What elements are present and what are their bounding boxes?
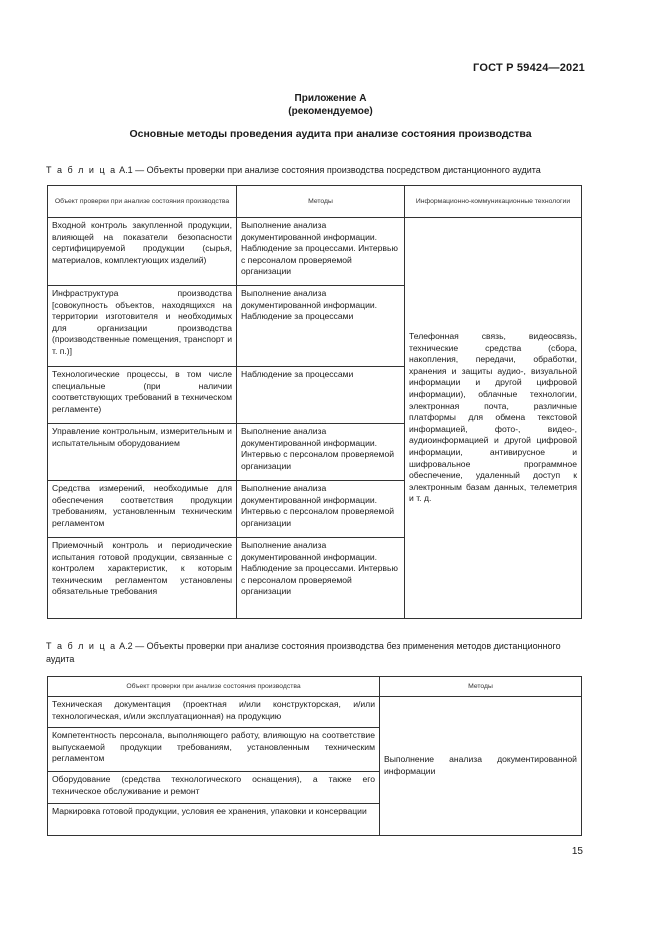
table2-object-cell: Оборудование (средства технологического оснащения), а также его техническое обслуживание и ремонт — [48, 772, 380, 804]
table1-methods-cell: Выполнение анализа документированной информации. Наблюдение за процессами. Интервью с персоналом проверяемой организации — [237, 218, 405, 286]
table1-header-ict: Информационно-коммуникационные технологии — [405, 186, 582, 218]
table1-object-cell: Приемочный контроль и периодические испытания готовой продукции, связанные с контролем характеристик, к которым техническим регламентом установлены обязательные требования — [48, 538, 237, 619]
appendix-heading — [0, 92, 661, 118]
table2-caption — [46, 640, 586, 665]
appendix-subtitle: (рекомендуемое) — [288, 106, 373, 117]
table1-caption — [46, 164, 586, 177]
appendix-title: Приложение А — [294, 93, 367, 104]
table-a2 — [47, 676, 582, 836]
table-row — [48, 697, 582, 728]
table1-methods-cell: Выполнение анализа документированной информации. Наблюдение за процессами — [237, 286, 405, 367]
table2-header-object: Объект проверки при анализе состояния производства — [48, 677, 380, 697]
table2-object-cell: Техническая документация (проектная и/или конструкторская, и/или технологическая, и/или эксплуатационная) на продукцию — [48, 697, 380, 728]
table2-caption-label: Т а б л и ц а — [46, 641, 117, 651]
table2-header-methods: Методы — [380, 677, 582, 697]
table1-object-cell: Входной контроль закупленной продукции, влияющей на показатели безопасности сертифицируемой продукции (сырья, материалов, комплектующих изделий) — [48, 218, 237, 286]
table2-object-cell: Маркировка готовой продукции, условия ее хранения, упаковки и консервации — [48, 804, 380, 836]
table1-object-cell: Инфраструктура производства [совокупность объектов, находящихся на территории изготовителя и необходимых для организации производства (производственные помещения, транспорт и т. п.)] — [48, 286, 237, 367]
table1-header-object: Объект проверки при анализе состояния производства — [48, 186, 237, 218]
table1-methods-cell: Выполнение анализа документированной информации. Интервью с персоналом проверяемой организации — [237, 424, 405, 481]
table2-header-row — [48, 677, 582, 697]
standard-code: ГОСТ Р 59424—2021 — [473, 62, 585, 74]
table1-methods-cell: Выполнение анализа документированной информации. Интервью с персоналом проверяемой организации — [237, 481, 405, 538]
table1-methods-cell: Выполнение анализа документированной информации. Наблюдение за процессами. Интервью с персоналом проверяемой организации — [237, 538, 405, 619]
table1-header-methods: Методы — [237, 186, 405, 218]
table1-object-cell: Средства измерений, необходимые для обеспечения соответствия продукции требованиям, установленным техническим регламентом — [48, 481, 237, 538]
table-a1 — [47, 185, 582, 619]
table1-ict-cell: Телефонная связь, видеосвязь, технические средства (сбора, накопления, передачи, обработки, хранения и защиты аудио-, визуальной информации и другой цифровой информации), облачные технологии, электронная почта, различные платформы для обмена текстовой информацией, фото-, видео-, аудиоинформацией и другой цифровой информации, антивирусное и шифровальное программное обеспечение, удаленный доступ к электронным базам данных, телеметрия и т. д. — [405, 218, 582, 619]
table1-caption-text: А.1 — Объекты проверки при анализе состояния производства посредством дистанционного аудита — [116, 165, 541, 175]
table2-methods-cell: Выполнение анализа документированной информации — [380, 697, 582, 836]
table1-object-cell: Технологические процессы, в том числе специальные (при наличии соответствующих требований в техническом регламенте) — [48, 367, 237, 424]
table1-object-cell: Управление контрольным, измерительным и испытательным оборудованием — [48, 424, 237, 481]
table2-object-cell: Компетентность персонала, выполняющего работу, влияющую на соответствие выпускаемой продукции требованиям, установленным техническим регламентом — [48, 728, 380, 772]
table1-caption-label: Т а б л и ц а — [46, 165, 117, 175]
main-title: Основные методы проведения аудита при анализе состояния производства — [129, 128, 532, 140]
table-row — [48, 218, 582, 286]
table2-caption-text: А.2 — Объекты проверки при анализе состояния производства без применения методов дистанционного аудита — [46, 641, 561, 664]
table1-header-row — [48, 186, 582, 218]
page-number: 15 — [571, 846, 583, 857]
table1-methods-cell: Наблюдение за процессами — [237, 367, 405, 424]
